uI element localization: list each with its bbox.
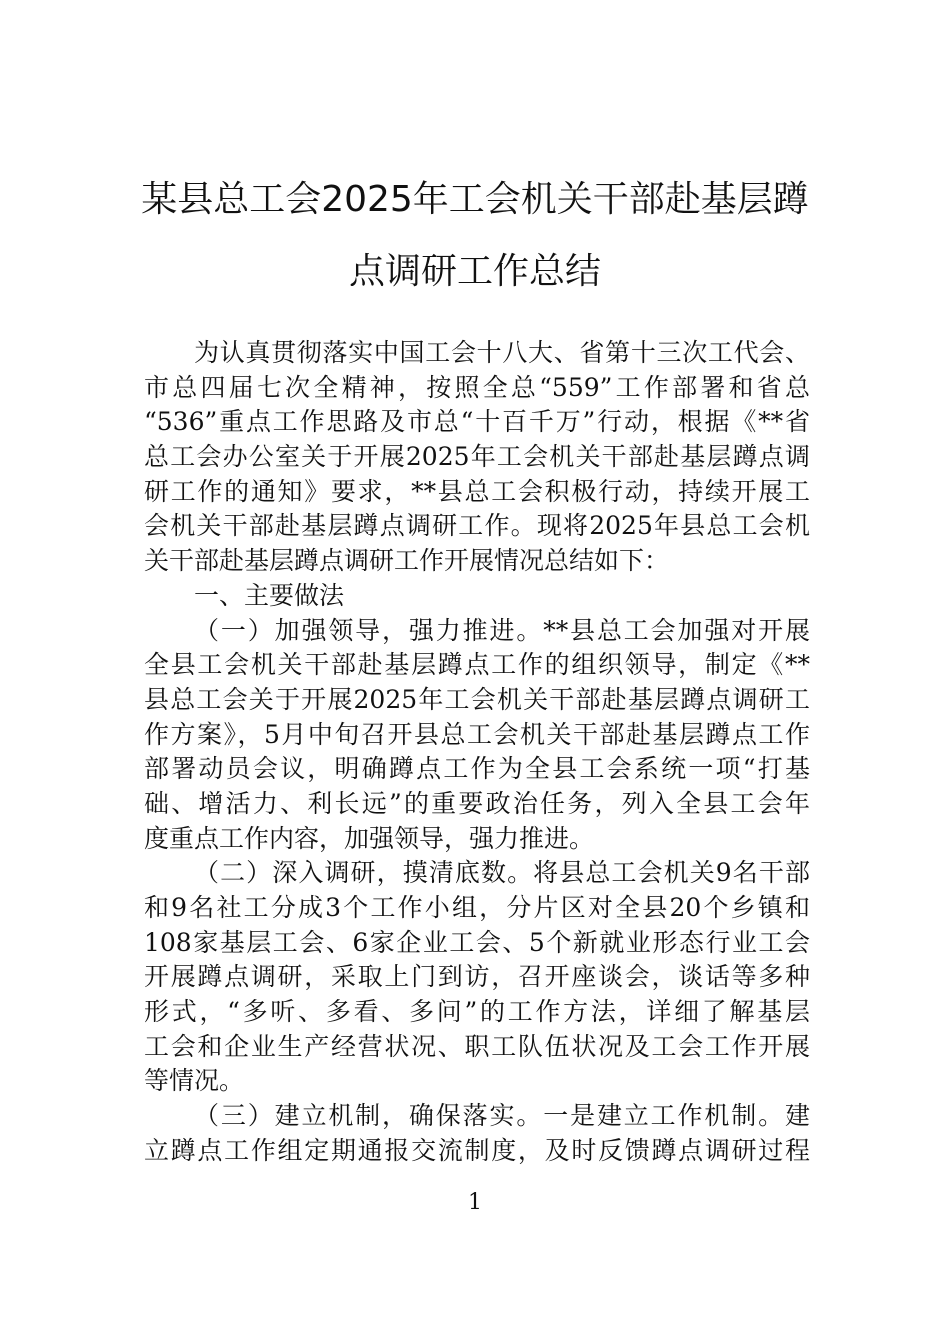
paragraph-line: 形式，“多听、多看、多问”的工作方法，详细了解基层 bbox=[144, 997, 810, 1027]
paragraph-line: 全县工会机关干部赴基层蹲点工作的组织领导，制定《** bbox=[144, 650, 810, 680]
paragraph-line: 为认真贯彻落实中国工会十八大、省第十三次工代会、 bbox=[194, 338, 810, 367]
paragraph-line: 等情况。 bbox=[144, 1066, 245, 1096]
paragraph-line: “536”重点工作思路及市总“十百千万”行动，根据《**省 bbox=[144, 407, 810, 437]
paragraph-line: 部署动员会议，明确蹲点工作为全县工会系统一项“打基 bbox=[144, 754, 810, 784]
paragraph-line: 开展蹲点调研，采取上门到访，召开座谈会，谈话等多种 bbox=[144, 962, 810, 992]
title-line-2: 点调研工作总结 bbox=[348, 251, 601, 292]
paragraph-line: 工会和企业生产经营状况、职工队伍状况及工会工作开展 bbox=[144, 1031, 810, 1061]
paragraph-line: 和9名社工分成3个工作小组，分片区对全县20个乡镇和 bbox=[144, 893, 810, 922]
paragraph-line: （一）加强领导，强力推进。**县总工会加强对开展 bbox=[194, 615, 810, 645]
paragraph-line: 研工作的通知》要求，**县总工会积极行动，持续开展工 bbox=[144, 476, 810, 506]
title-line-1: 某县总工会2025年工会机关干部赴基层蹲 bbox=[141, 179, 809, 220]
paragraph-line: （二）深入调研，摸清底数。将县总工会机关9名干部 bbox=[194, 858, 810, 888]
paragraph-line: 础、增活力、利长远”的重要政治任务，列入全县工会年 bbox=[144, 788, 810, 818]
document-title bbox=[0, 164, 950, 308]
section-heading: 一、主要做法 bbox=[194, 580, 345, 610]
paragraph-line: 作方案》，5月中旬召开县总工会机关干部赴基层蹲点工作 bbox=[144, 719, 810, 749]
paragraph-line: 108家基层工会、6家企业工会、5个新就业形态行业工会 bbox=[144, 927, 810, 957]
paragraph-line: 立蹲点工作组定期通报交流制度，及时反馈蹲点调研过程 bbox=[144, 1135, 810, 1165]
paragraph-line: 关干部赴基层蹲点调研工作开展情况总结如下： bbox=[144, 546, 670, 576]
page-number: 1 bbox=[468, 1190, 482, 1215]
paragraph-line: 会机关干部赴基层蹲点调研工作。现将2025年县总工会机 bbox=[144, 511, 810, 541]
paragraph-line: 总工会办公室关于开展2025年工会机关干部赴基层蹲点调 bbox=[144, 442, 810, 472]
paragraph-line: 度重点工作内容，加强领导，强力推进。 bbox=[144, 823, 595, 853]
paragraph-line: 县总工会关于开展2025年工会机关干部赴基层蹲点调研工 bbox=[144, 684, 810, 714]
paragraph-line: （三）建立机制，确保落实。一是建立工作机制。建 bbox=[194, 1101, 810, 1131]
paragraph-line: 市总四届七次全精神，按照全总“559”工作部署和省总 bbox=[144, 372, 810, 402]
document-body bbox=[144, 336, 810, 1169]
